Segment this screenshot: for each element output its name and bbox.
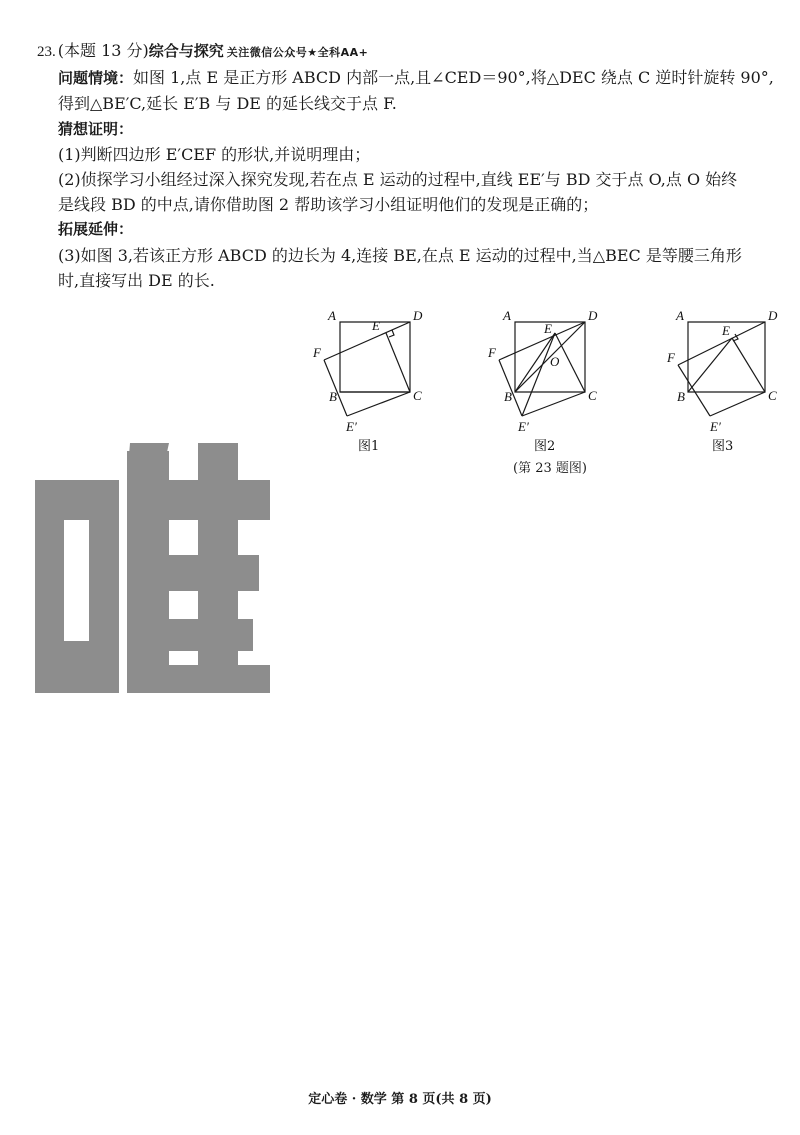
sub-question-2-line-2: 是线段 BD 的中点,请你借助图 2 帮助该学习小组证明他们的发现是正确的； <box>58 195 599 215</box>
fig3-segment-ce <box>732 338 765 392</box>
fig1-label-b: B <box>329 389 337 404</box>
question-number: 23. <box>37 44 56 60</box>
figures-caption: (第 23 题图) <box>513 461 587 476</box>
watermark-glyph-icon <box>35 443 270 693</box>
fig2-label-o: O <box>550 354 560 369</box>
fig3-label-f: F <box>667 350 675 365</box>
fig2-label-c: C <box>588 388 597 403</box>
extend-heading: 拓展延伸： <box>58 220 134 239</box>
fig1-label-a: A <box>328 308 336 323</box>
situation-heading: 问题情境： <box>58 69 134 88</box>
fig3-label-a: A <box>676 308 684 323</box>
fig3-segment-be <box>688 338 732 392</box>
fig1-line-fe-prime <box>324 360 347 416</box>
fig1-line-fd <box>324 322 410 360</box>
fig2-line-fd <box>499 322 585 360</box>
geometry-figures <box>310 300 790 455</box>
situation-text-2: 得到△BE′C,延长 E′B 与 DE 的延长线交于点 F. <box>58 94 397 114</box>
sub-question-1: (1)判断四边形 E′CEF 的形状,并说明理由； <box>58 144 371 164</box>
fig2-label-a: A <box>503 308 511 323</box>
sub-question-3-line-1: (3)如图 3,若该正方形 ABCD 的边长为 4,连接 BE,在点 E 运动的过程中,当△BEC 是等腰三角形 <box>58 245 742 265</box>
fig1-label-e: E <box>372 318 380 333</box>
figures-panel <box>310 300 790 480</box>
fig3-label-c: C <box>768 388 777 403</box>
sub-question-2-line-1: (2)侦探学习小组经过深入探究发现,若在点 E 运动的过程中,直线 EE′与 BD 交于点 O,点 O 始终 <box>58 170 738 190</box>
fig2-label-e: E <box>544 321 552 336</box>
question-topic: 综合与探究 <box>148 42 224 60</box>
fig1-label-f: F <box>313 345 321 360</box>
question-header <box>37 38 777 65</box>
fig3-label-b: B <box>677 389 685 404</box>
fig2-label-f: F <box>488 345 496 360</box>
fig3-segment-e-prime-c <box>710 392 765 416</box>
fig2-label-e-prime: E′ <box>518 419 529 434</box>
fig2-label-b: B <box>504 389 512 404</box>
question-score: (本题 13 分) <box>57 41 149 60</box>
fig1-label-e-prime: E′ <box>346 419 357 434</box>
situation-text-1: 如图 1,点 E 是正方形 ABCD 内部一点,且∠CED＝90°,将△DEC 绕点 C 逆时针旋转 90°, <box>133 68 774 88</box>
problem-23 <box>37 38 777 293</box>
watermark-stamp <box>35 443 270 697</box>
fig3-label-d: D <box>768 308 778 323</box>
fig1-title: 图1 <box>358 439 380 454</box>
fig2-segment-ce <box>555 333 585 392</box>
sub-question-3-line-2: 时,直接写出 DE 的长. <box>58 270 215 290</box>
fig1-segment-e-prime-c <box>347 392 410 416</box>
guess-heading: 猜想证明： <box>58 119 134 138</box>
promo-note: 关注微信公众号★全科AA+ <box>226 46 369 59</box>
fig1-segment-ce <box>386 333 410 392</box>
fig2-segment-e-prime-c <box>522 392 585 416</box>
fig3-label-e-prime: E′ <box>710 419 721 434</box>
fig2-label-d: D <box>588 308 598 323</box>
page-footer: 定心卷 · 数学 第 8 页(共 8 页) <box>308 1092 492 1107</box>
fig2-title: 图2 <box>534 439 556 454</box>
fig3-title: 图3 <box>712 439 734 454</box>
situation-line-1 <box>37 65 777 91</box>
fig1-label-c: C <box>413 388 422 403</box>
fig1-label-d: D <box>413 308 423 323</box>
fig3-label-e: E <box>722 323 730 338</box>
